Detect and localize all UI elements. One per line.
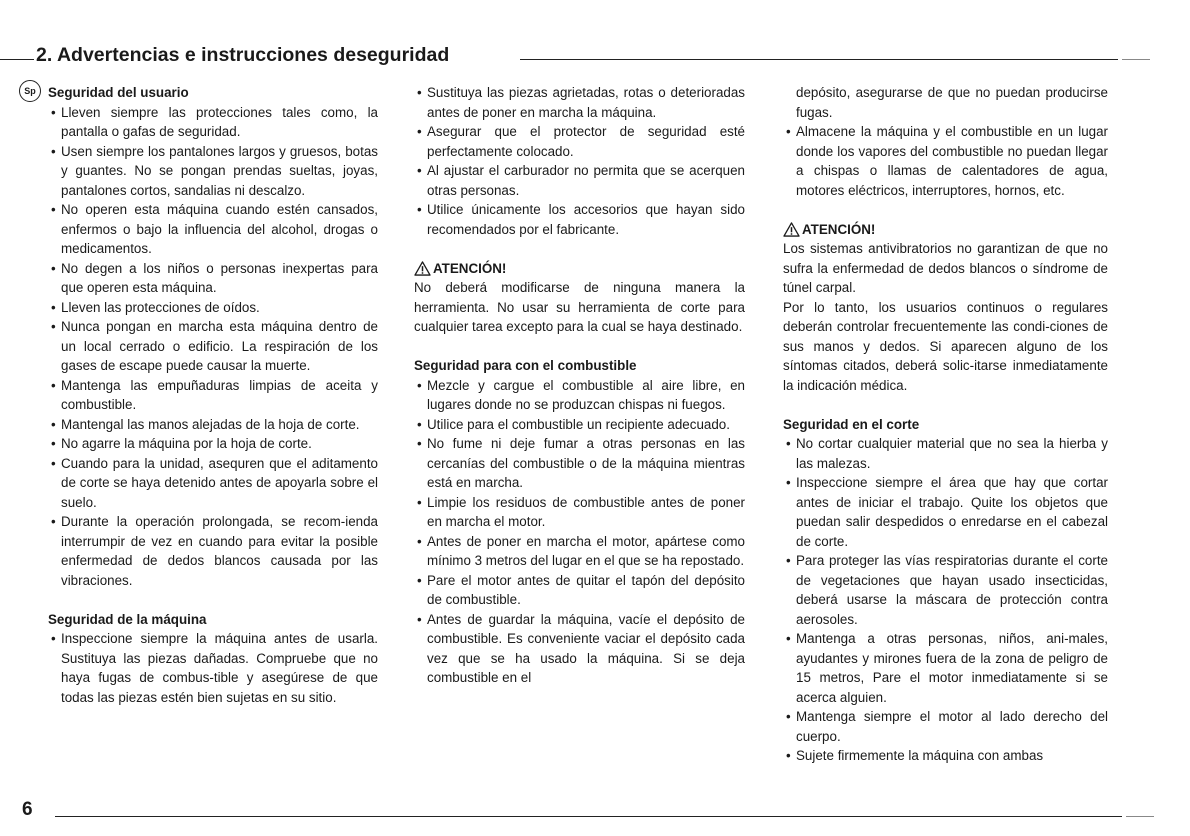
list-item: • No fume ni deje fumar a otras personas en las cercanías del combustible o de la máquina mientras está en marcha. xyxy=(414,434,745,493)
warning-label: ATENCIÓN! xyxy=(433,260,507,276)
list-item: • Lleven las protecciones de oídos. xyxy=(48,298,378,318)
list-item: • Cuando para la unidad, asequren que el aditamento de corte se haya detenido antes de apoyarla sobre el suelo. xyxy=(48,454,378,513)
warning-text: Los sistemas antivibratorios no garantizan de que no sufra la enfermedad de dedos blancos o síndrome de túnel carpal. xyxy=(783,241,1108,295)
column-1 xyxy=(48,83,378,707)
list-item: • Mantenga las empuñaduras limpias de aceita y combustible. xyxy=(48,376,378,415)
fuel-safety-list xyxy=(414,376,745,688)
spacer xyxy=(783,200,1108,220)
section-heading-user-safety: Seguridad del usuario xyxy=(48,85,189,100)
list-item: • Nunca pongan en marcha esta máquina dentro de un local cerrado o edificio. La respiración de los gases de escape puede causar la muerte. xyxy=(48,317,378,376)
list-item: • Inspeccione siempre la máquina antes de usarla. Sustituya las piezas dañadas. Compruebe que no haya fugas de combus-tible y asegúrese de que todas las piezas estén bien sujetas en su sitio. xyxy=(48,629,378,707)
list-item: • Mantenga siempre el motor al lado derecho del cuerpo. xyxy=(783,707,1108,746)
warning-text: Por lo tanto, los usuarios continuos o regulares deberán controlar frecuentemente las condi-ciones de sus manos y dedos. Si aparecen alguno de los síntomas citados, deberá solic-itarse inmediatamente la indicación médica. xyxy=(783,299,1108,393)
list-item: • Asegurar que el protector de seguridad esté perfectamente colocado. xyxy=(414,122,745,161)
spacer xyxy=(783,395,1108,415)
fuel-continuation-text: depósito, asegurarse de que no puedan producirse fugas. xyxy=(796,85,1108,120)
list-item: • Inspeccione siempre el área que hay que cortar antes de iniciar el trabajo. Quite los objetos que puedan salir despedidos o enredarse en el cabezal de corte. xyxy=(783,473,1108,551)
list-item: • Al ajustar el carburador no permita que se acerquen otras personas. xyxy=(414,161,745,200)
warning-heading xyxy=(414,259,745,279)
cutting-safety-list xyxy=(783,434,1108,766)
list-item: • Limpie los residuos de combustible antes de poner en marcha el motor. xyxy=(414,493,745,532)
page-number: 6 xyxy=(22,799,33,820)
bottom-rule xyxy=(55,816,1122,817)
list-item: • Sustituya las piezas agrietadas, rotas o deterioradas antes de poner en marcha la máquina. xyxy=(414,83,745,122)
column-2 xyxy=(414,83,745,688)
list-item: • Pare el motor antes de quitar el tapón del depósito de combustible. xyxy=(414,571,745,610)
list-item: • Durante la operación prolongada, se recom-ienda interrumpir de vez en cuando para evitar la posible enfermedad de dedos blancos causada por las vibraciones. xyxy=(48,512,378,590)
list-item: • Utilice únicamente los accesorios que hayan sido recomendados por el fabricante. xyxy=(414,200,745,239)
user-safety-list xyxy=(48,103,378,591)
column-3 xyxy=(783,83,1108,766)
list-item: • No degen a los niños o personas inexpertas para que operen esta máquina. xyxy=(48,259,378,298)
list-item: • Sujete firmemente la máquina con ambas xyxy=(783,746,1108,766)
title-rule-left xyxy=(0,59,34,60)
spacer xyxy=(414,239,745,259)
list-item: • Mezcle y cargue el combustible al aire libre, en lugares donde no se produzcan chispas ni fuegos. xyxy=(414,376,745,415)
list-item: • Almacene la máquina y el combustible en un lugar donde los vapores del combustible no puedan llegar a chispas o llamas de calentadores de agua, motores eléctricos, interruptores, hornos, etc. xyxy=(783,122,1108,200)
spacer xyxy=(48,590,378,610)
list-item: • No agarre la máquina por la hoja de corte. xyxy=(48,434,378,454)
warning-label: ATENCIÓN! xyxy=(802,221,876,237)
section-heading-fuel-safety: Seguridad para con el combustible xyxy=(414,358,637,373)
list-item: • No operen esta máquina cuando estén cansados, enfermos o bajo la influencia del alcohol, drogas o medicamentos. xyxy=(48,200,378,259)
language-badge: Sp xyxy=(19,80,41,102)
section-heading-machine-safety: Seguridad de la máquina xyxy=(48,611,207,627)
bottom-rule-tail xyxy=(1126,816,1154,817)
page-title: 2. Advertencias e instrucciones deseguridad xyxy=(36,44,450,66)
section-heading-cutting-safety: Seguridad en el corte xyxy=(783,416,920,432)
list-item: • Mantenga a otras personas, niños, ani-males, ayudantes y mirones fuera de la zona de peligro de 15 metros, Pare el motor inmediatamente si se acerca alguien. xyxy=(783,629,1108,707)
machine-safety-list xyxy=(48,629,378,707)
machine-safety-list-cont xyxy=(414,83,745,239)
title-rule-tail xyxy=(1122,59,1150,60)
fuel-safety-list-cont xyxy=(783,122,1108,200)
title-rule-right xyxy=(520,59,1118,60)
list-item: • No cortar cualquier material que no sea la hierba y las malezas. xyxy=(783,434,1108,473)
list-item: • Utilice para el combustible un recipiente adecuado. xyxy=(414,415,745,435)
warning-heading xyxy=(783,220,1108,240)
warning-text: No deberá modificarse de ninguna manera la herramienta. No usar su herramienta de corte para cualquier tarea excepto para la cual se haya destinado. xyxy=(414,280,745,334)
list-item: • Usen siempre los pantalones largos y gruesos, botas y guantes. No se pongan prendas sueltas, joyas, pantalones cortos, sandalias ni descalzo. xyxy=(48,142,378,201)
list-item: • Antes de poner en marcha el motor, apártese como mínimo 3 metros del lugar en el que se ha repostado. xyxy=(414,532,745,571)
warning-triangle-icon xyxy=(414,261,431,276)
list-item: • Mantengal las manos alejadas de la hoja de corte. xyxy=(48,415,378,435)
list-item: • Para proteger las vías respiratorias durante el corte de vegetaciones que hayan usado insecticidas, deberá usarse la máscara de protección contra aerosoles. xyxy=(783,551,1108,629)
list-item: • Lleven siempre las protecciones tales como, la pantalla o gafas de seguridad. xyxy=(48,103,378,142)
warning-triangle-icon xyxy=(783,222,800,237)
spacer xyxy=(414,337,745,357)
list-item: • Antes de guardar la máquina, vacíe el depósito de combustible. Es conveniente vaciar el depósito cada vez que se ha usado la máquina. Si se deja combustible en el xyxy=(414,610,745,688)
